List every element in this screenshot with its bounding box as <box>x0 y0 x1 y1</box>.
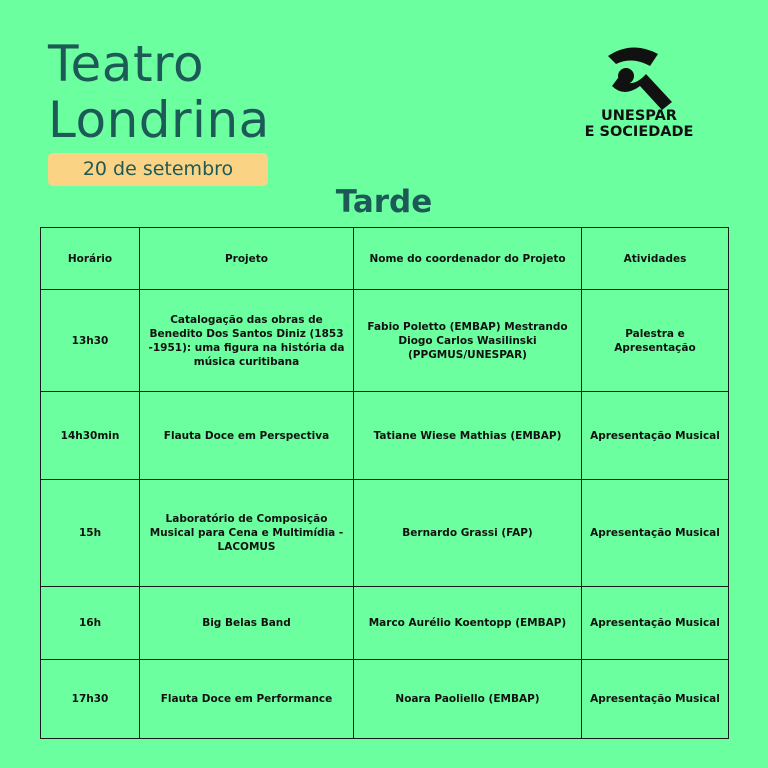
cell-time: 17h30 <box>41 660 140 739</box>
section-title: Tarde <box>335 184 433 220</box>
cell-activity: Apresentação Musical <box>582 392 729 480</box>
logo-line-2: E SOCIEDADE <box>584 124 694 140</box>
column-header-coordinator: Nome do coordenador do Projeto <box>354 228 582 290</box>
date-badge: 20 de setembro <box>48 153 268 186</box>
column-header-activity: Atividades <box>582 228 729 290</box>
table-header-row <box>41 228 729 290</box>
cell-time: 13h30 <box>41 290 140 392</box>
cell-time: 14h30min <box>41 392 140 480</box>
cell-project: Flauta Doce em Performance <box>140 660 354 739</box>
logo-line-1: UNESPAR <box>601 108 677 124</box>
unespar-logo <box>576 46 702 156</box>
unespar-symbol-icon <box>602 46 672 112</box>
cell-coordinator: Fabio Poletto (EMBAP) Mestrando Diogo Carlos Wasilinski (PPGMUS/UNESPAR) <box>354 290 582 392</box>
title-line-1: Teatro <box>48 35 205 93</box>
cell-project: Catalogação das obras de Benedito Dos Santos Diniz (1853 -1951): uma figura na história da música curitibana <box>140 290 354 392</box>
cell-coordinator: Tatiane Wiese Mathias (EMBAP) <box>354 392 582 480</box>
cell-coordinator: Marco Aurélio Koentopp (EMBAP) <box>354 587 582 660</box>
column-header-time: Horário <box>41 228 140 290</box>
cell-coordinator: Noara Paoliello (EMBAP) <box>354 660 582 739</box>
cell-project: Big Belas Band <box>140 587 354 660</box>
cell-time: 16h <box>41 587 140 660</box>
cell-project: Laboratório de Composição Musical para Cena e Multimídia - LACOMUS <box>140 480 354 587</box>
cell-activity: Apresentação Musical <box>582 480 729 587</box>
schedule-table <box>40 227 729 739</box>
cell-project: Flauta Doce em Perspectiva <box>140 392 354 480</box>
page-title <box>48 36 270 148</box>
cell-activity: Apresentação Musical <box>582 660 729 739</box>
cell-time: 15h <box>41 480 140 587</box>
cell-activity: Palestra e Apresentação <box>582 290 729 392</box>
table-row <box>41 480 729 587</box>
cell-activity: Apresentação Musical <box>582 587 729 660</box>
cell-coordinator: Bernardo Grassi (FAP) <box>354 480 582 587</box>
table-row <box>41 660 729 739</box>
table-row <box>41 290 729 392</box>
title-line-2: Londrina <box>48 91 270 149</box>
logo-text <box>576 108 702 140</box>
table-row <box>41 587 729 660</box>
table-row <box>41 392 729 480</box>
column-header-project: Projeto <box>140 228 354 290</box>
